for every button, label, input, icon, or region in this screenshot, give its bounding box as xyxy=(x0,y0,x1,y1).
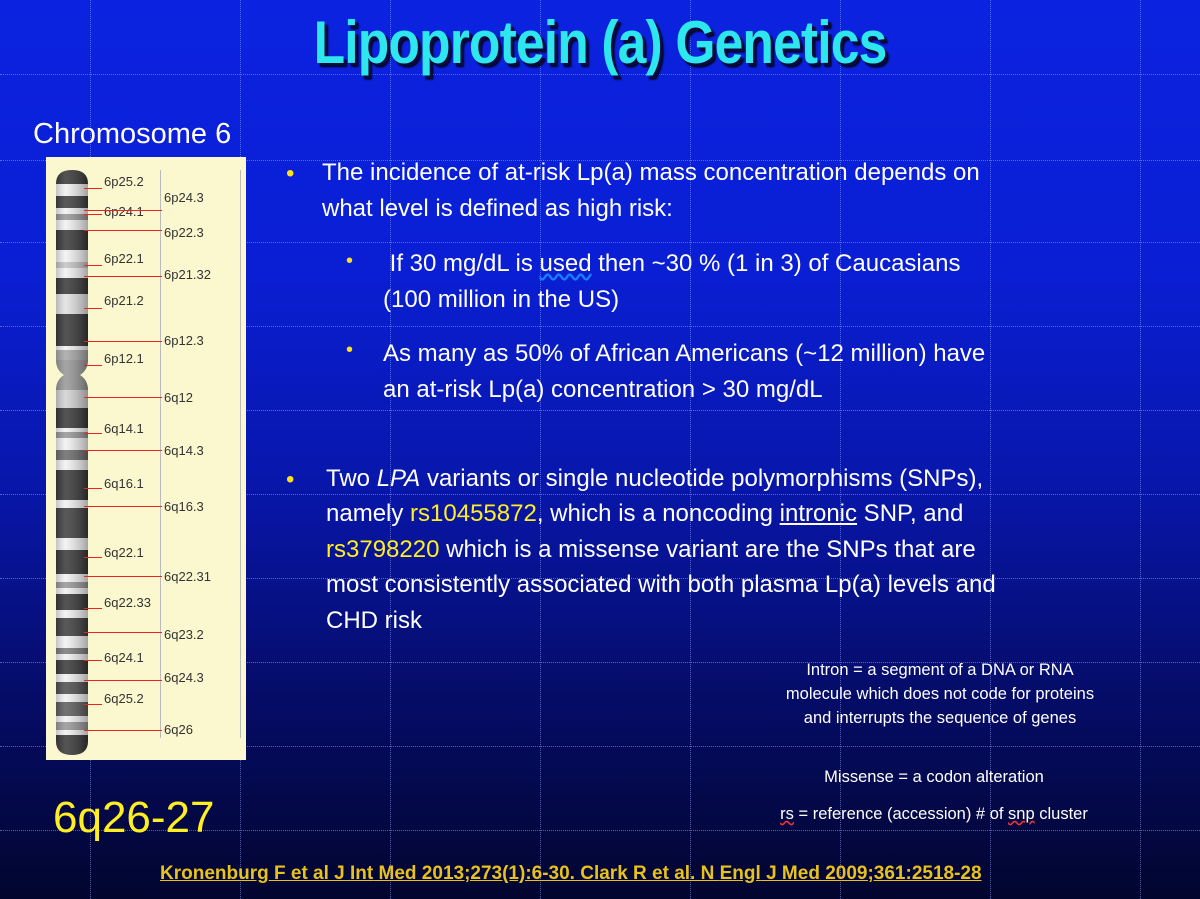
chromosome-6-ideogram xyxy=(50,170,94,755)
sub-bullet-1-line-1 xyxy=(383,246,960,281)
band-tick xyxy=(84,341,162,342)
band-tick xyxy=(84,488,102,489)
bullet-main-1-line-1: The incidence of at-risk Lp(a) mass concentration depends on xyxy=(322,159,980,186)
citation-journal-2: Engl xyxy=(719,863,761,884)
bullet-marker: • xyxy=(286,160,295,187)
band-label: 6p21.32 xyxy=(164,267,211,282)
snp-rs3798220: rs3798220 xyxy=(326,536,440,563)
slide-title: Lipoprotein (a) Genetics xyxy=(313,9,887,76)
band-tick xyxy=(84,433,102,434)
band-tick xyxy=(84,608,102,609)
band-tick xyxy=(84,450,162,451)
band-label: 6p24.3 xyxy=(164,190,204,205)
snp-rs10455872: rs10455872 xyxy=(410,500,537,527)
bullet-main-2-post: variants or single nucleotide polymorphisms (SNPs), xyxy=(420,465,984,492)
word-intronic: intronic xyxy=(779,500,858,527)
gene-lpa: LPA xyxy=(376,465,421,492)
bullet-main-2-line-5: CHD risk xyxy=(326,607,422,634)
band-tick xyxy=(84,276,162,277)
band-tick xyxy=(84,188,102,189)
rs-definition xyxy=(734,802,1134,826)
sub-bullet-1-post: then ~30 % (1 in 3) of Caucasians xyxy=(591,250,961,277)
sub-bullet-2-line-2: an at-risk Lp(a) concentration > 30 mg/dL xyxy=(383,376,823,403)
band-tick xyxy=(84,680,162,681)
band-label: 6q16.3 xyxy=(164,499,204,514)
bullet-main-2-line-3 xyxy=(326,532,976,567)
bullet-main-2-pre: Two xyxy=(326,465,377,492)
citation-journal-1: Int xyxy=(350,863,374,884)
citation xyxy=(160,863,982,885)
band-label: 6q24.3 xyxy=(164,670,204,685)
band-label: 6p22.1 xyxy=(104,251,144,266)
band-label: 6q16.1 xyxy=(104,476,144,491)
band-label: 6q14.1 xyxy=(104,421,144,436)
band-tick xyxy=(84,265,102,266)
band-tick xyxy=(84,308,102,309)
band-label: 6p24.1 xyxy=(104,204,144,219)
rs-abbr: rs xyxy=(780,805,794,823)
citation-text-3: J Med 2009;361:2518-28 xyxy=(760,863,982,884)
intron-definition xyxy=(740,658,1140,730)
band-label: 6q23.2 xyxy=(164,627,204,642)
band-label: 6p22.3 xyxy=(164,225,204,240)
sub-bullet-1-line-2: (100 million in the US) xyxy=(383,286,620,313)
missense-text: which is a missense variant are the SNPs that are xyxy=(439,536,976,563)
bullet-main-2-line-4: most consistently associated with both plasma Lp(a) levels and xyxy=(326,571,996,598)
missense-definition: Missense = a codon alteration xyxy=(824,768,1044,786)
band-label: 6q26 xyxy=(164,722,193,737)
ideogram-rail xyxy=(160,170,161,738)
intron-line-2: molecule which does not code for proteins xyxy=(785,685,1095,703)
band-tick xyxy=(84,230,162,231)
band-tick xyxy=(84,632,162,633)
snp-and-text: SNP, and xyxy=(857,500,964,527)
band-label: 6p25.2 xyxy=(104,174,144,189)
band-label: 6q22.33 xyxy=(104,595,151,610)
band-label: 6q24.1 xyxy=(104,650,144,665)
lpa-locus: 6q26-27 xyxy=(53,793,215,842)
citation-text-2: Med 2013;273(1):6-30. Clark R et al. N xyxy=(373,863,720,884)
band-label: 6p12.1 xyxy=(104,351,144,366)
sub-bullet-marker: • xyxy=(346,250,354,272)
sub-bullet-2-line-1: As many as 50% of African Americans (~12 million) have xyxy=(383,340,986,367)
citation-text-1: F et al J xyxy=(268,863,351,884)
band-label: 6q25.2 xyxy=(104,691,144,706)
intron-line-1: Intron = a segment of a DNA or RNA xyxy=(806,661,1074,679)
bullet-marker: • xyxy=(286,466,295,493)
sub-bullet-marker: • xyxy=(346,339,354,361)
band-tick xyxy=(84,704,102,705)
rs-mid: = reference (accession) # of xyxy=(793,805,1009,823)
namely-text: namely xyxy=(326,500,411,527)
snp-abbr: snp xyxy=(1008,805,1035,823)
band-label: 6q22.1 xyxy=(104,545,144,560)
band-label: 6q22.31 xyxy=(164,569,211,584)
noncoding-text: , which is a noncoding xyxy=(536,500,780,527)
band-tick xyxy=(84,506,162,507)
band-tick xyxy=(84,214,102,215)
band-label: 6p12.3 xyxy=(164,333,204,348)
band-tick xyxy=(84,210,162,211)
bullet-main-2-line-2 xyxy=(326,496,963,531)
ideogram-rail xyxy=(240,170,241,738)
band-tick xyxy=(84,365,102,366)
band-label: 6q12 xyxy=(164,390,193,405)
band-label: 6p21.2 xyxy=(104,293,144,308)
sub-bullet-1-pre: If 30 mg/dL is xyxy=(383,250,540,277)
rs-post: cluster xyxy=(1034,805,1088,823)
word-used: used xyxy=(539,250,592,277)
band-tick xyxy=(84,576,162,577)
band-tick xyxy=(84,557,102,558)
band-tick xyxy=(84,660,102,661)
citation-author-1: Kronenburg xyxy=(160,863,269,884)
band-tick xyxy=(84,730,162,731)
bullet-main-2-line-1 xyxy=(326,461,983,496)
bullet-main-1-line-2: what level is defined as high risk: xyxy=(322,195,673,222)
band-tick xyxy=(84,397,162,398)
chromosome-label: Chromosome 6 xyxy=(33,118,232,150)
intron-line-3: and interrupts the sequence of genes xyxy=(803,709,1077,727)
band-label: 6q14.3 xyxy=(164,443,204,458)
